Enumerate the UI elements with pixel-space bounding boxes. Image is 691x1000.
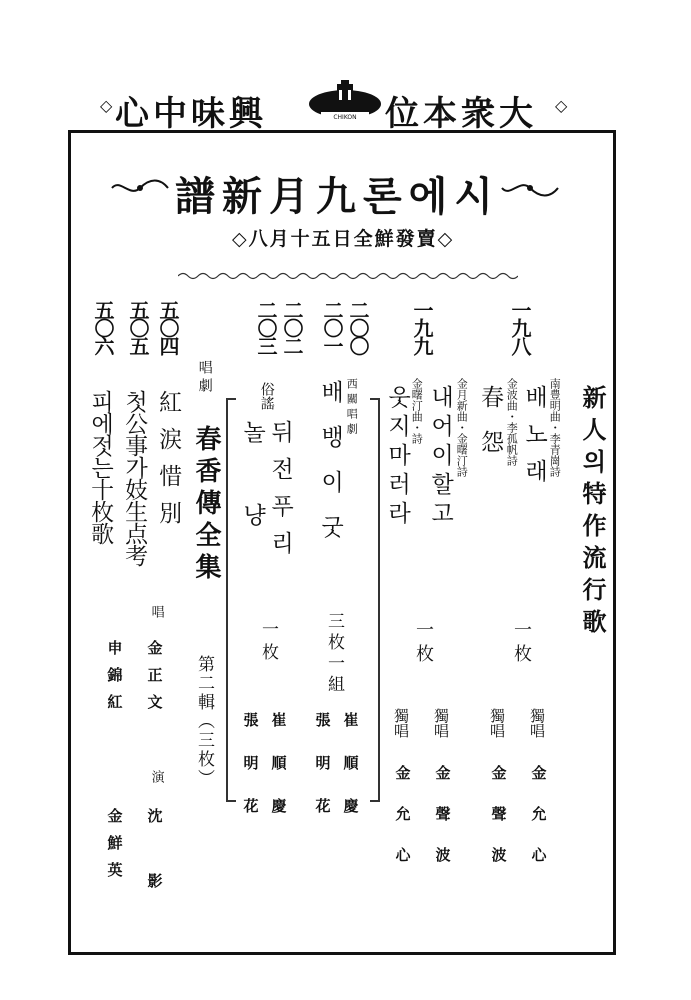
singer-name: 金允心 — [529, 765, 548, 888]
wavy-divider — [178, 266, 518, 285]
ornament-right — [500, 176, 560, 200]
singer-label: 演 — [148, 770, 164, 783]
record-title: 뒤전푸리 — [267, 420, 294, 568]
singer-name: 金正文 — [145, 640, 164, 721]
singer-name: 張明花 — [313, 712, 332, 841]
performer-names: 金鮮英 — [105, 808, 124, 889]
page-title: 譜新月九론에시 — [175, 174, 500, 220]
record-title: 놀냥 — [239, 420, 266, 586]
record-count: 一枚 — [413, 620, 434, 668]
record-genre: 俗謠 — [258, 382, 275, 410]
record-number: 五〇四 — [156, 300, 180, 354]
singer-label: 獨唱 — [528, 708, 546, 738]
bracket-divider — [226, 398, 236, 802]
chunhyang-label: 唱劇 — [196, 360, 213, 396]
record-title: 첫公事가妓生点考 — [121, 390, 148, 566]
record-title: 春怨 — [477, 385, 504, 475]
record-count: 一枚 — [511, 620, 532, 668]
singer-name: 張明花 — [241, 712, 260, 841]
record-title: 배노래 — [521, 385, 548, 496]
record-title: 내어이할고 — [427, 385, 454, 530]
record-title: 紅涙惜別 — [155, 390, 182, 538]
record-number: 五〇五 — [126, 300, 150, 354]
emblem-graphic — [307, 78, 383, 126]
emblem-label: CHIKON — [333, 114, 357, 121]
chunhyang-title: 春香傳全集 — [191, 425, 221, 585]
singer-label: 獨唱 — [488, 708, 506, 738]
record-number: 一九九 — [410, 300, 434, 354]
ornament-left — [110, 176, 170, 200]
singer-name: 崔順慶 — [269, 712, 288, 841]
record-title: 피에젓는十枚歌 — [87, 390, 114, 544]
record-title: 웃지마러라 — [384, 385, 411, 530]
singer-name: 金聲波 — [433, 765, 452, 888]
record-count: 一枚 — [258, 620, 278, 666]
slogan-left: 心中味興 — [115, 94, 267, 134]
record-title: 배뱅이굿 — [317, 380, 344, 560]
record-number: 二〇二 — [280, 300, 304, 354]
record-number: 五〇六 — [91, 300, 115, 354]
record-genre: 西關唱劇 — [345, 378, 359, 438]
slogan-right: 位本衆大 — [385, 94, 537, 134]
record-count: 三枚一組 — [324, 612, 344, 696]
slogan-header — [0, 78, 691, 134]
diamond-icon: ◇ — [100, 96, 113, 115]
singer-label: 獨唱 — [392, 708, 410, 738]
singer-name: 崔順慶 — [341, 712, 360, 841]
performer-names: 申錦紅 — [105, 640, 124, 721]
record-credits: 金曙汀曲・詩 — [410, 378, 424, 444]
section-header: 新人의特作流行歌 — [578, 385, 606, 641]
singer-name: 沈影 — [145, 808, 164, 938]
record-number: 二〇一 — [320, 300, 344, 354]
record-credits: 金波曲・李孤帆詩 — [505, 378, 519, 466]
singer-name: 金允心 — [393, 765, 412, 888]
record-number: 一九八 — [508, 300, 532, 354]
chunhyang-volume: 第二輯（三枚） — [194, 655, 214, 788]
singer-label: 獨唱 — [432, 708, 450, 738]
diamond-icon: ◇ — [555, 96, 568, 115]
phonograph-emblem — [307, 78, 383, 126]
singer-label: 唱 — [148, 605, 164, 618]
record-number: 二〇〇 — [346, 300, 370, 354]
record-number: 二〇三 — [254, 300, 278, 354]
bracket-divider — [370, 398, 380, 802]
release-date: ◇八月十五日全鮮發賣◇ — [232, 228, 455, 250]
singer-name: 金聲波 — [489, 765, 508, 888]
record-credits: 金月新曲・金曙汀詩 — [455, 378, 469, 477]
record-credits: 南豊明曲・李青崗詩 — [548, 378, 562, 477]
